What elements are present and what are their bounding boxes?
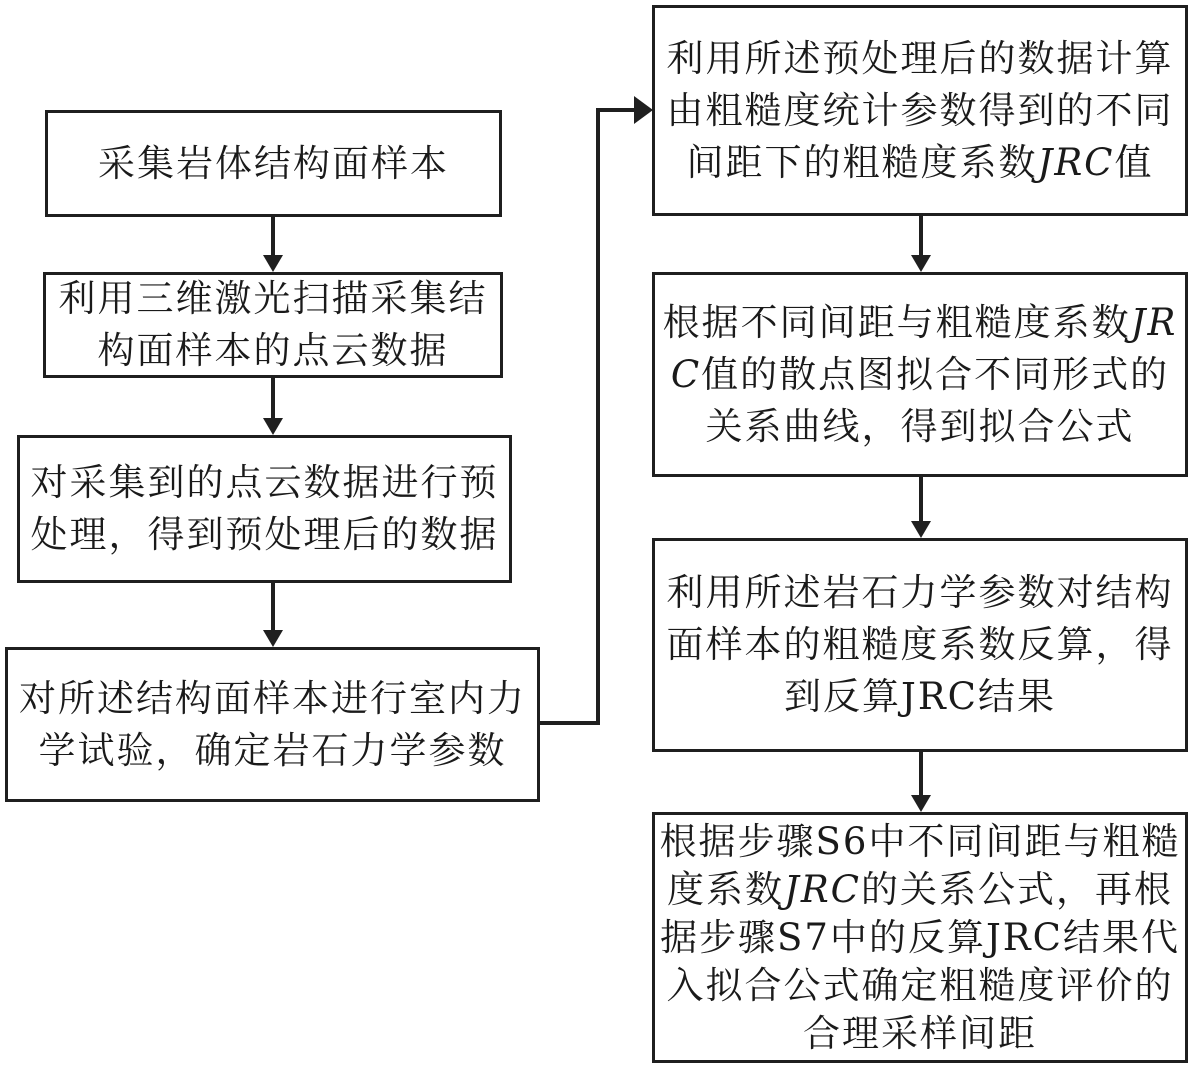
box-text-line xyxy=(663,297,1178,349)
box-text-line xyxy=(706,401,1135,453)
arrow-stem xyxy=(271,217,275,257)
box-text-line xyxy=(31,457,499,509)
text-segment: 面样本的粗糙度系数反算，得 xyxy=(666,623,1174,666)
connector-horizontal-bottom xyxy=(540,721,600,725)
text-segment: 处理，得到预处理后的数据 xyxy=(30,513,499,556)
text-segment: 合理采样间距 xyxy=(803,1011,1037,1055)
text-segment: 间距下的粗糙度系数 xyxy=(686,140,1038,184)
box-text-line xyxy=(667,567,1174,619)
text-segment: 对采集到的点云数据进行预 xyxy=(30,461,499,504)
text-segment: 度系数 xyxy=(666,867,784,911)
flow-box-compute-jrc-values xyxy=(652,5,1188,216)
arrow-down-4 xyxy=(911,216,931,272)
box-text-line xyxy=(19,673,526,725)
box-text-line xyxy=(784,671,1056,723)
arrow-stem xyxy=(919,752,923,797)
arrow-stem xyxy=(919,477,923,523)
flow-box-collect-sample xyxy=(45,110,502,217)
arrow-stem xyxy=(271,583,275,632)
connector-horizontal-top xyxy=(598,108,636,112)
box-text-line xyxy=(59,273,488,325)
text-segment: 的关系公式，再根 xyxy=(861,867,1173,911)
arrow-down-1 xyxy=(263,217,283,272)
text-segment: 利用所述岩石力学参数对结构 xyxy=(666,571,1174,614)
flow-box-preprocess-data xyxy=(17,435,512,583)
box-text-line xyxy=(686,137,1153,189)
box-text-line xyxy=(667,619,1174,671)
arrow-head-icon xyxy=(911,521,931,538)
text-segment: 根据步骤S6中不同间距与粗糙 xyxy=(659,819,1181,863)
text-segment: 到反算JRC结果 xyxy=(783,675,1056,718)
arrow-down-6 xyxy=(911,752,931,812)
text-segment: 构面样本的点云数据 xyxy=(97,329,449,372)
box-text-line xyxy=(667,866,1173,914)
italic-text-segment: JRC xyxy=(1037,140,1115,184)
text-segment: 学试验，确定岩石力学参数 xyxy=(38,728,507,772)
arrow-stem xyxy=(919,216,923,257)
italic-text-segment: JR xyxy=(1130,300,1178,344)
box-text-line xyxy=(98,138,449,190)
text-segment: 根据不同间距与粗糙度系数 xyxy=(662,300,1131,344)
arrow-stem xyxy=(271,378,275,420)
arrow-down-3 xyxy=(263,583,283,647)
text-segment: 采集岩体结构面样本 xyxy=(98,141,449,185)
arrow-head-icon xyxy=(911,255,931,272)
arrow-head-icon xyxy=(911,795,931,812)
box-text-line xyxy=(31,509,499,561)
arrow-head-right-icon xyxy=(634,96,653,124)
box-text-line xyxy=(803,1010,1037,1058)
box-text-line xyxy=(667,85,1174,137)
box-text-line xyxy=(660,914,1180,962)
italic-text-segment: C xyxy=(670,352,702,396)
arrow-down-2 xyxy=(263,378,283,435)
flow-box-fit-relation-curves xyxy=(652,272,1188,477)
text-segment: 利用所述预处理后的数据计算 xyxy=(666,36,1174,80)
flow-box-determine-sampling-spacing xyxy=(652,812,1188,1063)
box-text-line xyxy=(660,818,1181,866)
box-text-line xyxy=(667,33,1174,85)
arrow-head-icon xyxy=(263,630,283,647)
text-segment: 入拟合公式确定粗糙度评价的 xyxy=(666,963,1174,1007)
box-text-line xyxy=(667,962,1174,1010)
box-text-line xyxy=(671,349,1169,401)
arrow-down-5 xyxy=(911,477,931,538)
text-segment: 利用三维激光扫描采集结 xyxy=(58,277,488,320)
text-segment: 值 xyxy=(1114,140,1154,184)
text-segment: 据步骤S7中的反算JRC结果代 xyxy=(660,915,1180,959)
connector-vertical xyxy=(596,108,600,725)
italic-text-segment: JRC xyxy=(783,867,861,911)
arrow-head-icon xyxy=(263,418,283,435)
flow-box-back-calculate-jrc xyxy=(652,538,1188,752)
text-segment: 关系曲线，得到拟合公式 xyxy=(705,404,1135,448)
box-text-line xyxy=(39,725,507,777)
box-text-line xyxy=(98,325,449,377)
text-segment: 由粗糙度统计参数得到的不同 xyxy=(666,88,1174,132)
text-segment: 对所述结构面样本进行室内力 xyxy=(19,676,526,720)
flow-box-laser-scan-point-cloud xyxy=(43,272,503,378)
text-segment: 值的散点图拟合不同形式的 xyxy=(701,352,1170,396)
flow-box-lab-mechanics-test xyxy=(5,647,540,802)
arrow-head-icon xyxy=(263,255,283,272)
